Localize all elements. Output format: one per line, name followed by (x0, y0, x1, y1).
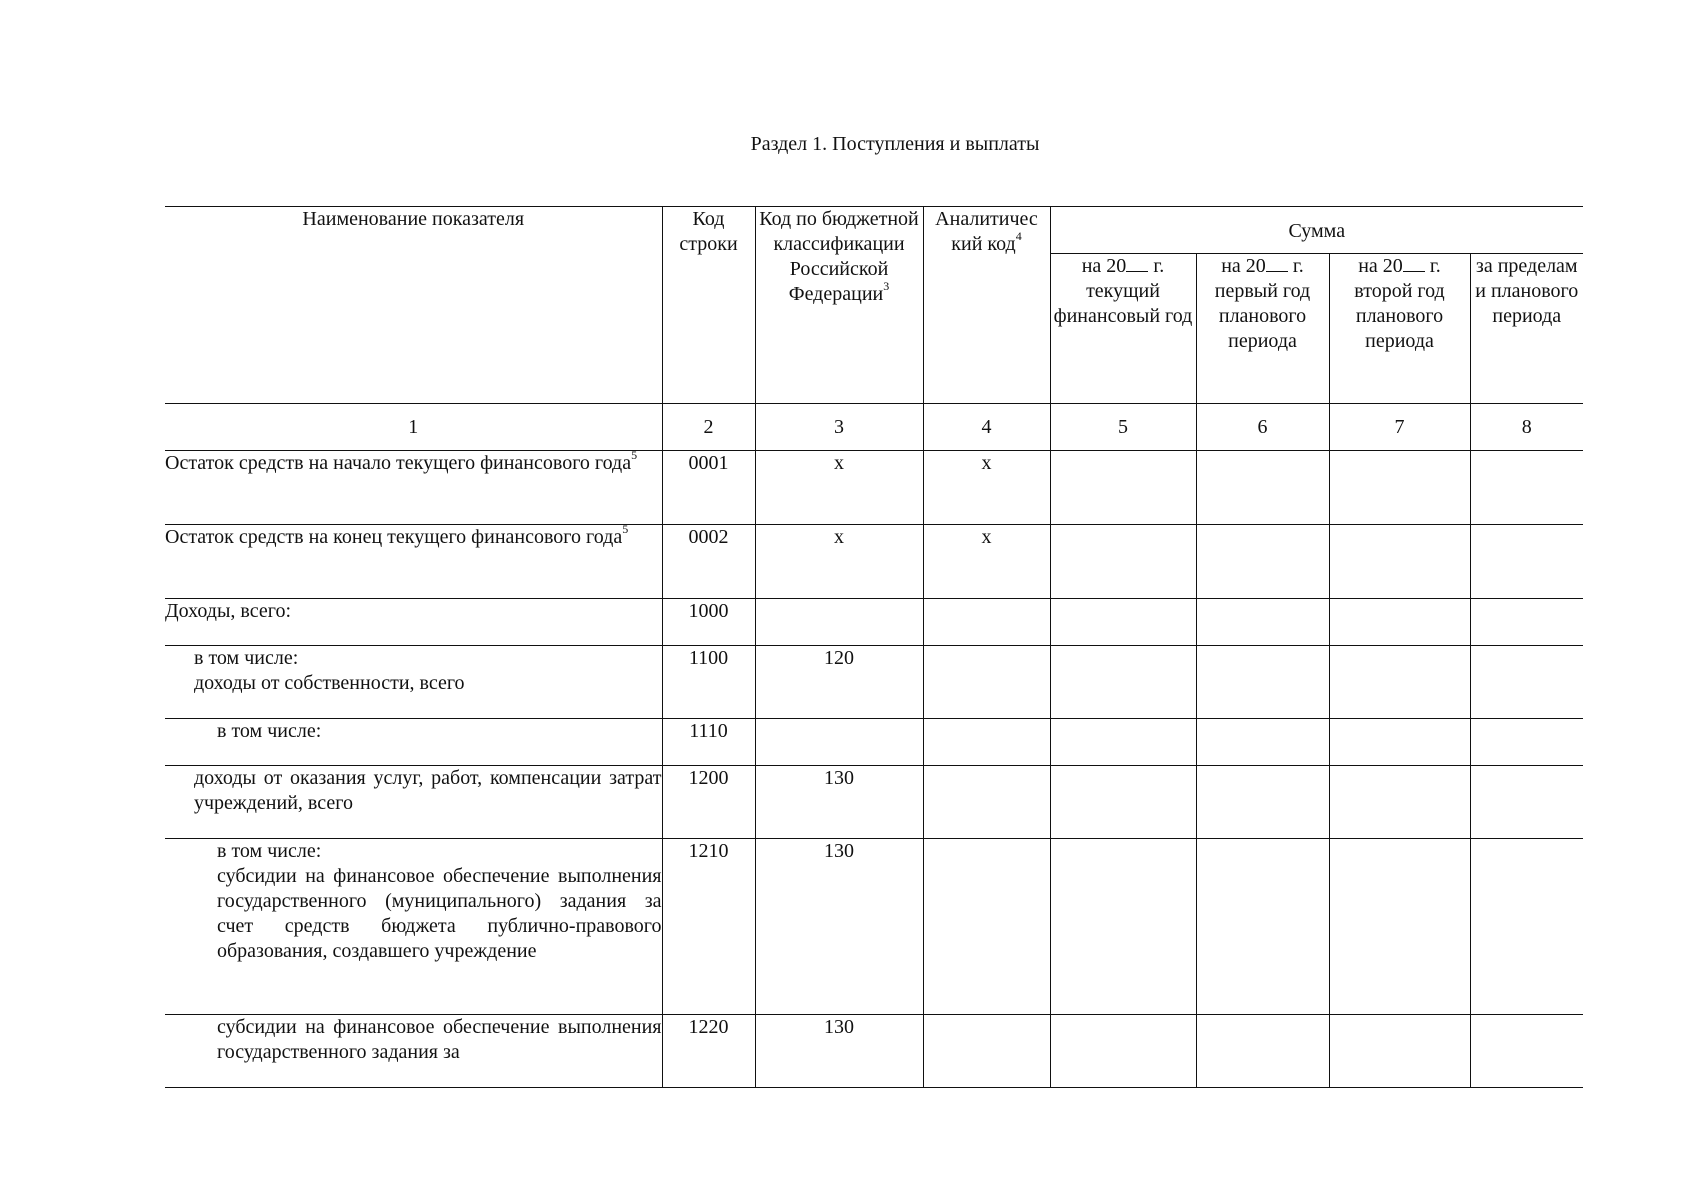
sum-cell (1050, 599, 1196, 646)
year-suffix: г. (1429, 255, 1441, 277)
header-sum-beyond-plan: за пределам и планового периода (1470, 254, 1583, 404)
indicator-name (165, 839, 662, 1015)
line-code: 1100 (662, 646, 755, 719)
line-code: 1200 (662, 766, 755, 839)
column-number: 1 (165, 404, 662, 451)
indicator-name (165, 448, 662, 525)
year-suffix: г. (1292, 255, 1304, 277)
sum-cell (1196, 839, 1329, 1015)
line-code: 1210 (662, 839, 755, 1015)
indicator-text: Остаток средств на конец текущего финансового года (165, 526, 623, 548)
analytic-code: х (923, 525, 1050, 599)
header-sum-first-plan-year (1196, 254, 1329, 404)
sum-cell (1329, 525, 1470, 599)
column-number: 6 (1196, 404, 1329, 451)
period-label: текущий финансовый год (1053, 280, 1193, 327)
sum-cell (1470, 646, 1583, 719)
indicator-text: субсидии на финансовое обеспечение выполнения государственного (муниципального) задания за счет средств бюджета публично-правового образования, создавшего учреждение (217, 865, 662, 962)
footnote-ref: 3 (883, 279, 890, 294)
analytic-code (923, 599, 1050, 646)
indicator-text: доходы от собственности, всего (194, 672, 465, 694)
footnote-ref: 4 (1015, 229, 1022, 244)
year-prefix: на 20 (1081, 255, 1127, 277)
sum-cell (1329, 719, 1470, 766)
sum-cell (1329, 451, 1470, 525)
receipts-payments-table (165, 206, 1583, 1088)
sum-cell (1470, 839, 1583, 1015)
sum-cell (1329, 839, 1470, 1015)
analytic-code: х (923, 451, 1050, 525)
line-code: 1220 (662, 1015, 755, 1088)
column-numbers-row (165, 404, 1583, 451)
budget-code (755, 599, 923, 646)
indicator-name: доходы от оказания услуг, работ, компенсации затрат учреждений, всего (165, 766, 662, 839)
budget-code (755, 719, 923, 766)
indicator-name: в том числе: (165, 719, 662, 766)
header-budget-code-text: Код по бюджетной классификации Российской Федерации (759, 208, 919, 305)
section-title: Раздел 1. Поступления и выплаты (750, 133, 1040, 155)
header-analytic-code (923, 207, 1050, 404)
period-label: первый год планового периода (1214, 280, 1311, 352)
budget-code: 120 (755, 646, 923, 719)
sum-cell (1329, 1015, 1470, 1088)
line-code: 0001 (662, 451, 755, 525)
sum-cell (1050, 1015, 1196, 1088)
analytic-code (923, 719, 1050, 766)
column-number: 2 (662, 404, 755, 451)
sum-cell (1470, 1015, 1583, 1088)
sum-cell (1196, 766, 1329, 839)
header-sum: Сумма (1050, 207, 1583, 254)
sum-cell (1050, 766, 1196, 839)
sum-cell (1196, 451, 1329, 525)
column-number: 8 (1470, 404, 1583, 451)
table-row (165, 839, 1583, 1015)
indicator-name: субсидии на финансовое обеспечение выполнения государственного задания за (165, 1015, 662, 1088)
column-number: 5 (1050, 404, 1196, 451)
sum-cell (1470, 599, 1583, 646)
including-label: в том числе: (194, 647, 299, 669)
indicator-name: Доходы, всего: (165, 599, 662, 646)
sum-cell (1196, 646, 1329, 719)
line-code: 1110 (662, 719, 755, 766)
line-code: 1000 (662, 599, 755, 646)
indicator-text: Остаток средств на начало текущего финансового года (165, 452, 632, 474)
budget-code: 130 (755, 839, 923, 1015)
sum-cell (1196, 599, 1329, 646)
sum-cell (1470, 766, 1583, 839)
sum-cell (1050, 451, 1196, 525)
sum-cell (1196, 719, 1329, 766)
sum-cell (1196, 525, 1329, 599)
table-row (165, 719, 1583, 766)
year-prefix: на 20 (1221, 255, 1266, 277)
indicator-name (165, 646, 662, 719)
sum-cell (1470, 719, 1583, 766)
analytic-code (923, 646, 1050, 719)
table-row (165, 525, 1583, 599)
header-sum-current-year (1050, 254, 1196, 404)
header-row-top (165, 207, 1583, 254)
budget-code: х (755, 451, 923, 525)
year-blank (1126, 255, 1148, 272)
sum-cell (1050, 719, 1196, 766)
footnote-ref: 5 (631, 448, 638, 463)
column-number: 3 (755, 404, 923, 451)
table-row (165, 646, 1583, 719)
budget-code: 130 (755, 766, 923, 839)
year-blank (1266, 255, 1288, 272)
year-suffix: г. (1153, 255, 1165, 277)
year-prefix: на 20 (1358, 255, 1403, 277)
sum-cell (1470, 525, 1583, 599)
analytic-code (923, 766, 1050, 839)
analytic-code (923, 1015, 1050, 1088)
line-code: 0002 (662, 525, 755, 599)
budget-code: х (755, 525, 923, 599)
period-label: второй год планового периода (1354, 280, 1445, 352)
sum-cell (1050, 839, 1196, 1015)
budget-code: 130 (755, 1015, 923, 1088)
year-blank (1403, 255, 1425, 272)
sum-cell (1329, 646, 1470, 719)
sum-cell (1329, 766, 1470, 839)
sum-cell (1050, 525, 1196, 599)
analytic-code (923, 839, 1050, 1015)
sum-cell (1196, 1015, 1329, 1088)
header-budget-code (755, 207, 923, 404)
header-line-code: Код строки (662, 207, 755, 404)
sum-cell (1329, 599, 1470, 646)
table-row (165, 766, 1583, 839)
header-sum-second-plan-year (1329, 254, 1470, 404)
sum-cell (1470, 451, 1583, 525)
table-row (165, 1015, 1583, 1088)
including-label: в том числе: (217, 840, 322, 862)
indicator-name (165, 522, 662, 599)
header-indicator-name: Наименование показателя (165, 207, 662, 404)
table-row (165, 451, 1583, 525)
column-number: 7 (1329, 404, 1470, 451)
sum-cell (1050, 646, 1196, 719)
footnote-ref: 5 (622, 522, 629, 537)
column-number: 4 (923, 404, 1050, 451)
table-row (165, 599, 1583, 646)
header-analytic-code-text: Аналитичес кий код (935, 208, 1038, 255)
